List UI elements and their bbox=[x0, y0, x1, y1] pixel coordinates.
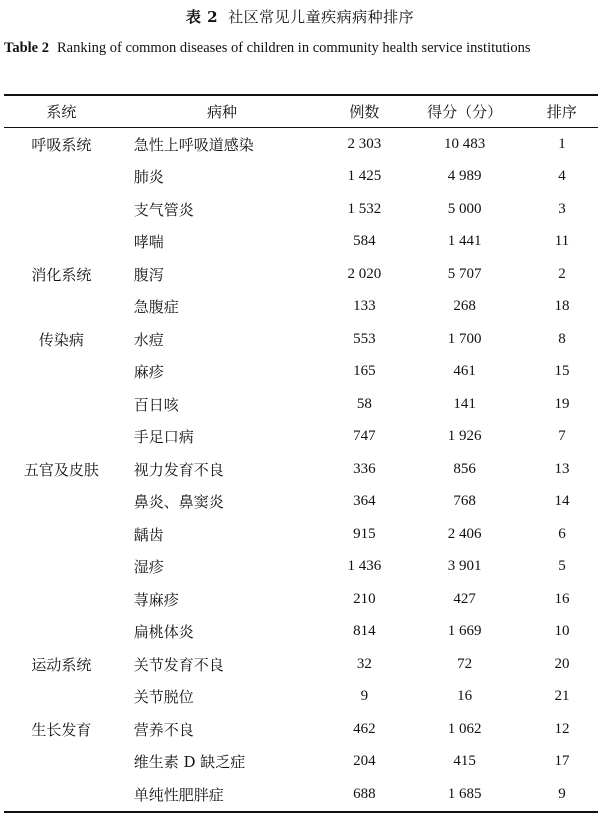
cell-rank: 7 bbox=[558, 428, 566, 445]
cell-system bbox=[4, 193, 119, 226]
cell-disease: 单纯性肥胖症 bbox=[133, 785, 224, 804]
cell-count: 814 bbox=[353, 623, 376, 640]
cell-disease: 百日咳 bbox=[133, 395, 179, 414]
cell-disease: 荨麻疹 bbox=[133, 590, 179, 609]
cell-disease: 哮喘 bbox=[133, 233, 164, 252]
cell-rank: 18 bbox=[554, 298, 570, 315]
table-number-cn: 表 2 bbox=[185, 8, 219, 26]
header-rank: 排序 bbox=[526, 95, 598, 128]
cell-rank: 17 bbox=[554, 753, 570, 770]
cell-count: 688 bbox=[353, 785, 376, 802]
cell-rank: 12 bbox=[554, 720, 570, 737]
cell-count: 2 303 bbox=[347, 135, 382, 152]
cell-score: 1 700 bbox=[447, 330, 482, 347]
cell-disease: 水痘 bbox=[133, 330, 164, 349]
cell-count: 747 bbox=[353, 428, 376, 445]
cell-score: 1 685 bbox=[447, 785, 482, 802]
cell-rank: 21 bbox=[554, 688, 570, 705]
cell-rank: 8 bbox=[558, 330, 566, 347]
table-row bbox=[4, 681, 598, 714]
cell-disease: 腹泻 bbox=[133, 265, 164, 284]
cell-system bbox=[4, 226, 119, 259]
cell-system bbox=[4, 388, 119, 421]
cell-rank: 15 bbox=[554, 363, 570, 380]
cell-score: 5 000 bbox=[447, 200, 482, 217]
cell-disease: 龋齿 bbox=[133, 525, 164, 544]
cell-score: 5 707 bbox=[447, 265, 482, 282]
table-row bbox=[4, 551, 598, 584]
cell-disease: 关节脱位 bbox=[133, 688, 194, 707]
table-row bbox=[4, 453, 598, 486]
cell-count: 1 425 bbox=[347, 168, 382, 185]
cell-count: 462 bbox=[353, 720, 376, 737]
cell-count: 2 020 bbox=[347, 265, 382, 282]
table-row bbox=[4, 486, 598, 519]
table-row bbox=[4, 421, 598, 454]
cell-score: 1 926 bbox=[447, 428, 482, 445]
table-row bbox=[4, 388, 598, 421]
cell-count: 133 bbox=[353, 298, 376, 315]
cell-disease: 肺炎 bbox=[133, 168, 164, 187]
cell-system bbox=[4, 778, 119, 812]
table-title-en: Ranking of common diseases of children in community health service institutions bbox=[57, 40, 531, 56]
cell-score: 856 bbox=[453, 460, 476, 477]
table-row bbox=[4, 648, 598, 681]
table-header-row bbox=[4, 95, 598, 128]
header-count: 例数 bbox=[325, 95, 403, 128]
cell-rank: 9 bbox=[558, 785, 566, 802]
cell-system: 运动系统 bbox=[31, 655, 92, 674]
cell-disease: 鼻炎、鼻窦炎 bbox=[133, 493, 224, 512]
cell-system: 呼吸系统 bbox=[31, 135, 92, 154]
table-row bbox=[4, 616, 598, 649]
cell-score: 72 bbox=[457, 655, 473, 672]
cell-disease: 麻疹 bbox=[133, 363, 164, 382]
table-row bbox=[4, 291, 598, 324]
table-row bbox=[4, 258, 598, 291]
cell-rank: 11 bbox=[554, 233, 570, 250]
cell-count: 9 bbox=[360, 688, 369, 705]
table-row bbox=[4, 323, 598, 356]
table-row bbox=[4, 746, 598, 779]
header-score: 得分（分） bbox=[403, 95, 525, 128]
disease-ranking-table bbox=[4, 94, 598, 813]
cell-rank: 19 bbox=[554, 395, 570, 412]
table-row bbox=[4, 356, 598, 389]
cell-system: 传染病 bbox=[38, 330, 84, 349]
table-caption-chinese bbox=[0, 6, 600, 27]
cell-disease: 手足口病 bbox=[133, 428, 194, 447]
cell-count: 1 436 bbox=[347, 558, 382, 575]
cell-rank: 14 bbox=[554, 493, 570, 510]
cell-score: 3 901 bbox=[447, 558, 482, 575]
cell-rank: 16 bbox=[554, 590, 570, 607]
cell-count: 204 bbox=[353, 753, 376, 770]
cell-system bbox=[4, 356, 119, 389]
cell-rank: 13 bbox=[554, 460, 570, 477]
table-row bbox=[4, 518, 598, 551]
cell-system bbox=[4, 486, 119, 519]
cell-score: 427 bbox=[453, 590, 476, 607]
cell-score: 4 989 bbox=[447, 168, 482, 185]
cell-system: 五官及皮肤 bbox=[23, 460, 99, 479]
cell-disease: 扁桃体炎 bbox=[133, 623, 194, 642]
cell-system bbox=[4, 746, 119, 779]
cell-score: 141 bbox=[453, 395, 476, 412]
cell-score: 16 bbox=[457, 688, 473, 705]
table-row bbox=[4, 226, 598, 259]
cell-score: 10 483 bbox=[444, 135, 486, 152]
cell-rank: 5 bbox=[558, 558, 566, 575]
cell-disease: 关节发育不良 bbox=[133, 655, 224, 674]
cell-system bbox=[4, 681, 119, 714]
cell-rank: 20 bbox=[554, 655, 570, 672]
cell-count: 553 bbox=[353, 330, 376, 347]
table-row bbox=[4, 161, 598, 194]
cell-system bbox=[4, 551, 119, 584]
cell-score: 2 406 bbox=[447, 525, 482, 542]
table-body bbox=[4, 128, 598, 812]
cell-count: 336 bbox=[353, 460, 376, 477]
cell-count: 364 bbox=[353, 493, 376, 510]
cell-count: 1 532 bbox=[347, 200, 382, 217]
cell-system: 消化系统 bbox=[31, 265, 92, 284]
cell-score: 461 bbox=[453, 363, 476, 380]
cell-rank: 1 bbox=[558, 135, 566, 152]
cell-score: 1 441 bbox=[447, 233, 482, 250]
cell-count: 32 bbox=[356, 655, 372, 672]
cell-count: 915 bbox=[353, 525, 376, 542]
cell-disease: 维生素 D 缺乏症 bbox=[133, 753, 246, 772]
table-row bbox=[4, 128, 598, 161]
cell-count: 210 bbox=[353, 590, 376, 607]
cell-system bbox=[4, 161, 119, 194]
cell-rank: 6 bbox=[558, 525, 566, 542]
cell-score: 1 062 bbox=[447, 720, 482, 737]
header-system: 系统 bbox=[4, 95, 119, 128]
cell-system bbox=[4, 291, 119, 324]
table-row bbox=[4, 778, 598, 812]
cell-score: 268 bbox=[453, 298, 476, 315]
cell-rank: 3 bbox=[558, 200, 566, 217]
cell-system bbox=[4, 583, 119, 616]
table-row bbox=[4, 583, 598, 616]
cell-rank: 4 bbox=[558, 168, 566, 185]
cell-disease: 视力发育不良 bbox=[133, 460, 224, 479]
cell-count: 58 bbox=[356, 395, 372, 412]
cell-count: 584 bbox=[353, 233, 376, 250]
table-row bbox=[4, 193, 598, 226]
table-caption-english bbox=[4, 37, 598, 60]
cell-system: 生长发育 bbox=[31, 720, 92, 739]
cell-disease: 急腹症 bbox=[133, 298, 179, 317]
table-row bbox=[4, 713, 598, 746]
cell-score: 415 bbox=[453, 753, 476, 770]
cell-rank: 10 bbox=[554, 623, 570, 640]
cell-disease: 湿疹 bbox=[133, 558, 164, 577]
cell-disease: 支气管炎 bbox=[133, 200, 194, 219]
cell-score: 1 669 bbox=[447, 623, 482, 640]
header-disease: 病种 bbox=[119, 95, 326, 128]
cell-system bbox=[4, 518, 119, 551]
cell-system bbox=[4, 421, 119, 454]
cell-count: 165 bbox=[353, 363, 376, 380]
cell-system bbox=[4, 616, 119, 649]
cell-disease: 营养不良 bbox=[133, 720, 194, 739]
cell-score: 768 bbox=[453, 493, 476, 510]
cell-disease: 急性上呼吸道感染 bbox=[133, 135, 254, 154]
cell-rank: 2 bbox=[558, 265, 566, 282]
table-number-en: Table 2 bbox=[4, 40, 49, 56]
table-title-cn: 社区常见儿童疾病病种排序 bbox=[228, 8, 415, 26]
